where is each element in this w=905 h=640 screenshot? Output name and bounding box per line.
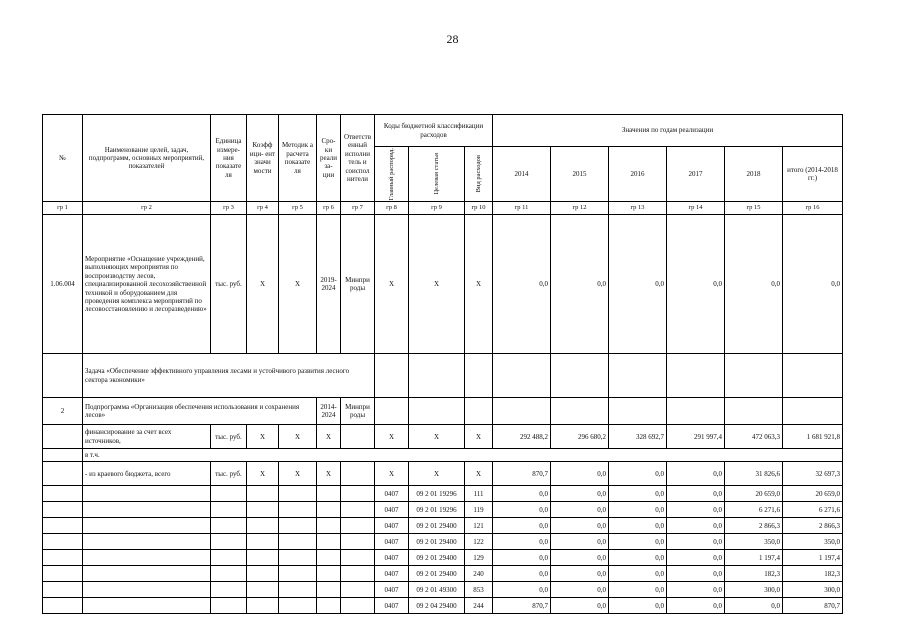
code-glav: 0407 — [375, 502, 409, 518]
col-number: гр 9 — [409, 202, 465, 215]
col-number: гр 1 — [43, 202, 83, 215]
code-vid: 122 — [465, 534, 493, 550]
header-code-vid: Вид расходов — [465, 147, 493, 202]
line-value-total: 2 866,3 — [783, 518, 843, 534]
table-row — [43, 598, 843, 614]
header-method: Методик а расчета показате ля — [279, 115, 317, 202]
line-value-total: 350,0 — [783, 534, 843, 550]
kraevoy-value: 0,0 — [609, 462, 667, 486]
event-value: 0,0 — [493, 215, 551, 354]
code-cel: 09 2 01 19296 — [409, 502, 465, 518]
line-value: 0,0 — [609, 566, 667, 582]
line-value: 0,0 — [667, 534, 725, 550]
line-value: 0,0 — [667, 502, 725, 518]
vtch-label: в т.ч. — [83, 449, 843, 462]
header-num: № — [43, 115, 83, 202]
event-code-cel: X — [409, 215, 465, 354]
col-number: гр 2 — [83, 202, 211, 215]
col-number: гр 7 — [341, 202, 375, 215]
subprogram-row — [43, 398, 843, 425]
code-vid: 244 — [465, 598, 493, 614]
code-vid: 119 — [465, 502, 493, 518]
code-glav: 0407 — [375, 582, 409, 598]
line-value-total: 182,3 — [783, 566, 843, 582]
code-glav: 0407 — [375, 518, 409, 534]
financing-value: 291 997,4 — [667, 425, 725, 449]
header-year: 2014 — [493, 147, 551, 202]
col-number: гр 4 — [247, 202, 279, 215]
code-vid: 111 — [465, 486, 493, 502]
line-value: 0,0 — [551, 598, 609, 614]
kraevoy-value-total: 32 697,3 — [783, 462, 843, 486]
line-value: 0,0 — [667, 598, 725, 614]
financing-value: 292 488,2 — [493, 425, 551, 449]
subprogram-name: Подпрограмма «Организация обеспечения использования и сохранения лесов» — [83, 398, 317, 425]
line-value-total: 6 271,6 — [783, 502, 843, 518]
kraevoy-value: 0,0 — [551, 462, 609, 486]
financing-value: 296 680,2 — [551, 425, 609, 449]
event-value: 0,0 — [551, 215, 609, 354]
kraevoy-value: 0,0 — [667, 462, 725, 486]
line-value: 0,0 — [493, 534, 551, 550]
financing-row — [43, 425, 843, 449]
financing-name: финансирование за счет всех источников, — [83, 425, 211, 449]
line-value: 0,0 — [551, 486, 609, 502]
line-value: 870,7 — [493, 598, 551, 614]
code-cel: 09 2 04 29400 — [409, 598, 465, 614]
line-value: 300,0 — [725, 582, 783, 598]
event-name: Мероприятие «Оснащение учреждений, выполняющих мероприятия по воспроизводству лесов, специализированной лесохозяйственной техникой и оборудованием для проведения комплекса мероприятий по лесовосстановлению и лесоразведению» — [83, 215, 211, 354]
header-responsible: Ответств енный исполни тель и соиспол нители — [341, 115, 375, 202]
kraevoy-code-glav: X — [375, 462, 409, 486]
event-terms: 2019-2024 — [317, 215, 341, 354]
table-row — [43, 566, 843, 582]
financing-value-total: 1 681 921,8 — [783, 425, 843, 449]
line-value: 0,0 — [551, 518, 609, 534]
kraevoy-unit: тыс. руб. — [211, 462, 247, 486]
event-code-glav: X — [375, 215, 409, 354]
event-row — [43, 215, 843, 354]
line-value: 0,0 — [609, 582, 667, 598]
col-number: гр 3 — [211, 202, 247, 215]
financing-code-glav: X — [375, 425, 409, 449]
event-unit: тыс. руб. — [211, 215, 247, 354]
vtch-row — [43, 449, 843, 462]
col-number: гр 12 — [551, 202, 609, 215]
event-value: 0,0 — [667, 215, 725, 354]
subprogram-num: 2 — [43, 398, 83, 425]
line-value: 0,0 — [609, 502, 667, 518]
header-values: Значения по годам реализации — [493, 115, 843, 147]
header-terms: Сро- ки реали за- ции — [317, 115, 341, 202]
kraevoy-code-cel: X — [409, 462, 465, 486]
line-value: 0,0 — [551, 502, 609, 518]
financing-value: 472 063,3 — [725, 425, 783, 449]
col-number: гр 5 — [279, 202, 317, 215]
header-code-cel: Целевая статья — [409, 147, 465, 202]
line-value: 0,0 — [493, 518, 551, 534]
code-glav: 0407 — [375, 550, 409, 566]
line-value: 0,0 — [551, 550, 609, 566]
table-row — [43, 550, 843, 566]
code-cel: 09 2 01 29400 — [409, 518, 465, 534]
event-value: 0,0 — [609, 215, 667, 354]
line-value: 0,0 — [609, 486, 667, 502]
event-value-total: 0,0 — [783, 215, 843, 354]
col-number: гр 10 — [465, 202, 493, 215]
kraevoy-code-vid: X — [465, 462, 493, 486]
financing-unit: тыс. руб. — [211, 425, 247, 449]
financing-terms: X — [317, 425, 341, 449]
line-value: 6 271,6 — [725, 502, 783, 518]
code-glav: 0407 — [375, 566, 409, 582]
kraevoy-value: 870,7 — [493, 462, 551, 486]
header-year: 2016 — [609, 147, 667, 202]
line-value-total: 20 659,0 — [783, 486, 843, 502]
header-unit: Единица измере- ния показате ля — [211, 115, 247, 202]
table-row — [43, 582, 843, 598]
header-row — [43, 115, 843, 147]
header-year: 2015 — [551, 147, 609, 202]
line-value: 0,0 — [667, 486, 725, 502]
code-vid: 121 — [465, 518, 493, 534]
kraevoy-row — [43, 462, 843, 486]
header-budget-codes: Коды бюджетной классификации расходов — [375, 115, 493, 147]
line-value: 1 197,4 — [725, 550, 783, 566]
line-value: 0,0 — [667, 566, 725, 582]
event-num: 1.06.004 — [43, 215, 83, 354]
col-number: гр 11 — [493, 202, 551, 215]
page-number: 28 — [446, 32, 459, 46]
header-year: 2017 — [667, 147, 725, 202]
financing-code-cel: X — [409, 425, 465, 449]
code-cel: 09 2 01 49300 — [409, 582, 465, 598]
header-name: Наименование целей, задач, подпрограмм, основных мероприятий, показателей — [83, 115, 211, 202]
code-cel: 09 2 01 29400 — [409, 550, 465, 566]
table-row — [43, 534, 843, 550]
line-value: 0,0 — [725, 598, 783, 614]
line-value: 0,0 — [609, 550, 667, 566]
task-name: Задача «Обеспечение эффективного управления лесами и устойчивого развития лесного сектора экономики» — [83, 354, 375, 398]
line-value: 0,0 — [667, 550, 725, 566]
col-number: гр 6 — [317, 202, 341, 215]
line-value-total: 1 197,4 — [783, 550, 843, 566]
col-number: гр 13 — [609, 202, 667, 215]
line-value: 20 659,0 — [725, 486, 783, 502]
line-value-total: 870,7 — [783, 598, 843, 614]
event-method: X — [279, 215, 317, 354]
kraevoy-coef: X — [247, 462, 279, 486]
header-year: 2018 — [725, 147, 783, 202]
code-cel: 09 2 01 29400 — [409, 566, 465, 582]
budget-table — [42, 114, 843, 614]
header-code-glav: Главный распоряд. — [375, 147, 409, 202]
line-value: 0,0 — [493, 566, 551, 582]
code-cel: 09 2 01 29400 — [409, 534, 465, 550]
event-code-vid: X — [465, 215, 493, 354]
line-value: 0,0 — [609, 598, 667, 614]
table-row — [43, 486, 843, 502]
kraevoy-value: 31 826,6 — [725, 462, 783, 486]
financing-value: 328 692,7 — [609, 425, 667, 449]
kraevoy-terms: X — [317, 462, 341, 486]
line-value: 0,0 — [667, 518, 725, 534]
col-number: гр 16 — [783, 202, 843, 215]
table-row — [43, 518, 843, 534]
subprogram-terms: 2014-2024 — [317, 398, 341, 425]
financing-coef: X — [247, 425, 279, 449]
header-coef: Коэфф ици- ент значи мости — [247, 115, 279, 202]
line-value: 0,0 — [667, 582, 725, 598]
kraevoy-name: - из краевого бюджета, всего — [83, 462, 211, 486]
line-value: 0,0 — [493, 502, 551, 518]
line-value: 0,0 — [493, 486, 551, 502]
code-cel: 09 2 01 19296 — [409, 486, 465, 502]
line-value: 0,0 — [551, 582, 609, 598]
line-value: 0,0 — [493, 550, 551, 566]
line-value: 182,3 — [725, 566, 783, 582]
line-value: 0,0 — [493, 582, 551, 598]
code-vid: 853 — [465, 582, 493, 598]
table-row — [43, 502, 843, 518]
code-vid: 129 — [465, 550, 493, 566]
kraevoy-method: X — [279, 462, 317, 486]
financing-method: X — [279, 425, 317, 449]
column-number-row — [43, 202, 843, 215]
code-glav: 0407 — [375, 486, 409, 502]
event-responsible: Минпри роды — [341, 215, 375, 354]
header-year-total: итого (2014-2018 гг.) — [783, 147, 843, 202]
line-value: 350,0 — [725, 534, 783, 550]
event-coef: X — [247, 215, 279, 354]
line-value: 0,0 — [609, 518, 667, 534]
line-value: 0,0 — [551, 566, 609, 582]
code-glav: 0407 — [375, 534, 409, 550]
code-vid: 240 — [465, 566, 493, 582]
event-value: 0,0 — [725, 215, 783, 354]
line-value: 2 866,3 — [725, 518, 783, 534]
col-number: гр 14 — [667, 202, 725, 215]
code-glav: 0407 — [375, 598, 409, 614]
col-number: гр 8 — [375, 202, 409, 215]
subprogram-responsible: Минпри роды — [341, 398, 375, 425]
line-value: 0,0 — [609, 534, 667, 550]
col-number: гр 15 — [725, 202, 783, 215]
line-value: 0,0 — [551, 534, 609, 550]
task-row — [43, 354, 843, 398]
financing-code-vid: X — [465, 425, 493, 449]
line-value-total: 300,0 — [783, 582, 843, 598]
